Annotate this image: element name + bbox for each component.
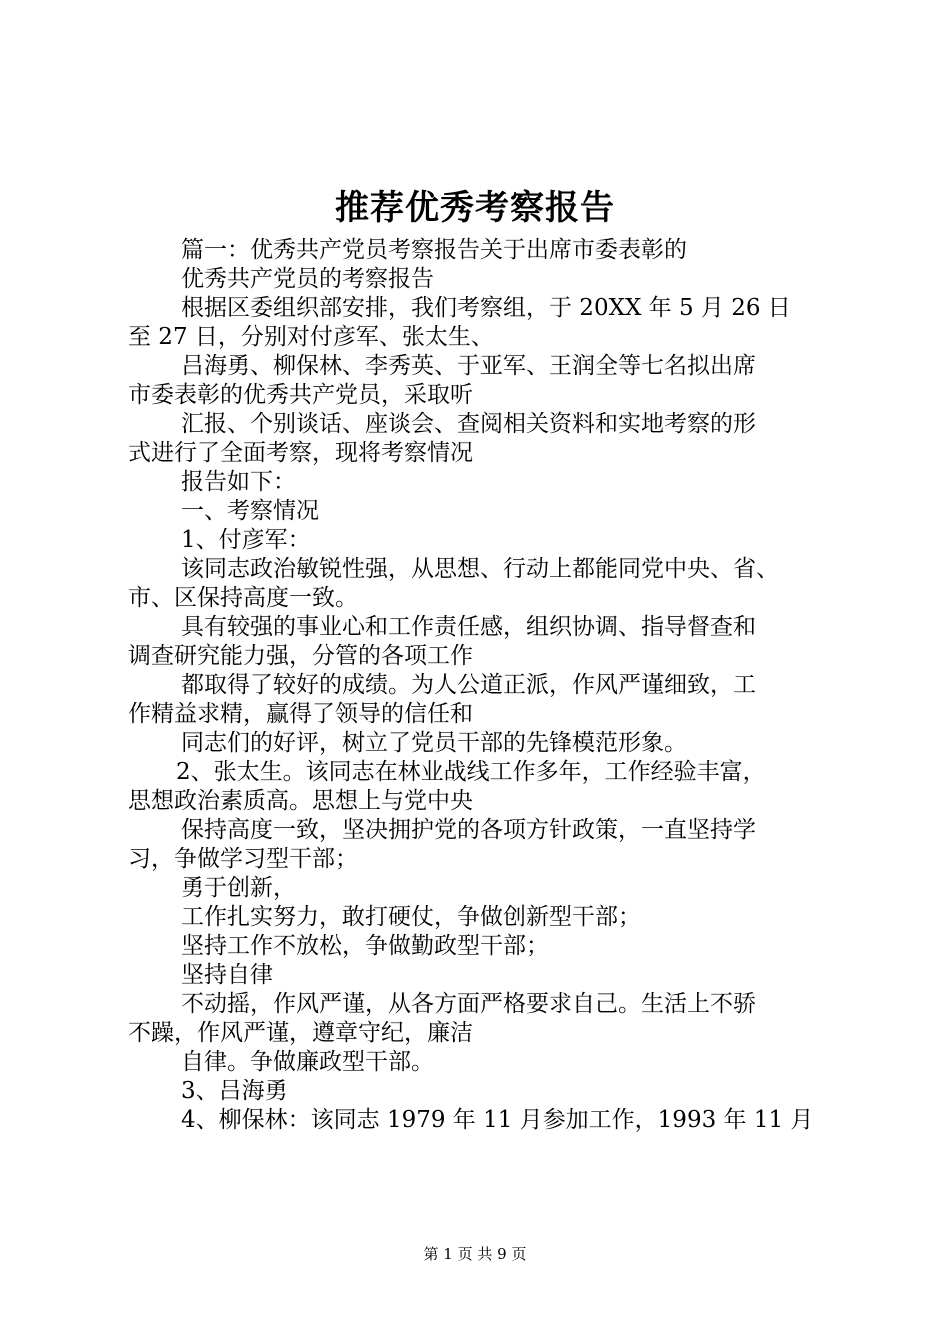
body-line: 市、区保持高度一致。 [128,585,358,611]
body-line: 优秀共产党员的考察报告 [181,266,434,292]
body-line: 不动摇，作风严谨，从各方面严格要求自己。生活上不骄 [181,991,756,1017]
body-line: 作精益求精，赢得了领导的信任和 [128,701,473,727]
document-body [128,236,840,1135]
page-footer: 第 1 页 共 9 页 [423,1245,527,1263]
body-line: 市委表彰的优秀共产党员，采取听 [128,382,473,408]
body-line: 至 27 日，分别对付彦军、张太生、 [128,324,494,350]
body-line: 式进行了全面考察，现将考察情况 [128,440,473,466]
body-line: 不躁，作风严谨，遵章守纪，廉洁 [128,1020,473,1046]
body-line: 汇报、个别谈话、座谈会、查阅相关资料和实地考察的形 [181,411,756,437]
section-heading: 一、考察情况 [181,498,319,524]
body-line: 调查研究能力强，分管的各项工作 [128,643,473,669]
body-line: 4、柳保林：该同志 1979 年 11 月参加工作，1993 年 11 月 [181,1107,814,1133]
document-title: 推荐优秀考察报告 [335,188,615,228]
body-line: 坚持工作不放松，争做勤政型干部； [181,933,549,959]
body-line: 报告如下： [181,469,296,495]
body-line: 工作扎实努力，敢打硬仗，争做创新型干部； [181,904,641,930]
body-line: 都取得了较好的成绩。为人公道正派，作风严谨细致，工 [181,672,756,698]
body-line: 根据区委组织部安排，我们考察组，于 20XX 年 5 月 26 日 [181,295,791,321]
body-line: 保持高度一致，坚决拥护党的各项方针政策，一直坚持学 [181,817,756,843]
body-line: 习，争做学习型干部； [128,846,358,872]
body-line: 同志们的好评，树立了党员干部的先锋模范形象。 [181,730,687,756]
body-line: 吕海勇、柳保林、李秀英、于亚军、王润全等七名拟出席 [181,353,756,379]
subsection-heading: 1、付彦军： [181,527,311,553]
body-line: 具有较强的事业心和工作责任感，组织协调、指导督查和 [181,614,756,640]
body-line: 思想政治素质高。思想上与党中央 [128,788,473,814]
body-line: 自律。争做廉政型干部。 [181,1049,434,1075]
body-line: 勇于创新， [181,875,296,901]
body-line: 该同志政治敏锐性强，从思想、行动上都能同党中央、省、 [181,556,779,582]
body-line: 篇一：优秀共产党员考察报告关于出席市委表彰的 [181,237,687,263]
subsection-heading: 3、吕海勇 [181,1078,288,1104]
body-line: 2、张太生。该同志在林业战线工作多年，工作经验丰富， [176,759,766,785]
body-line: 坚持自律 [181,962,273,988]
